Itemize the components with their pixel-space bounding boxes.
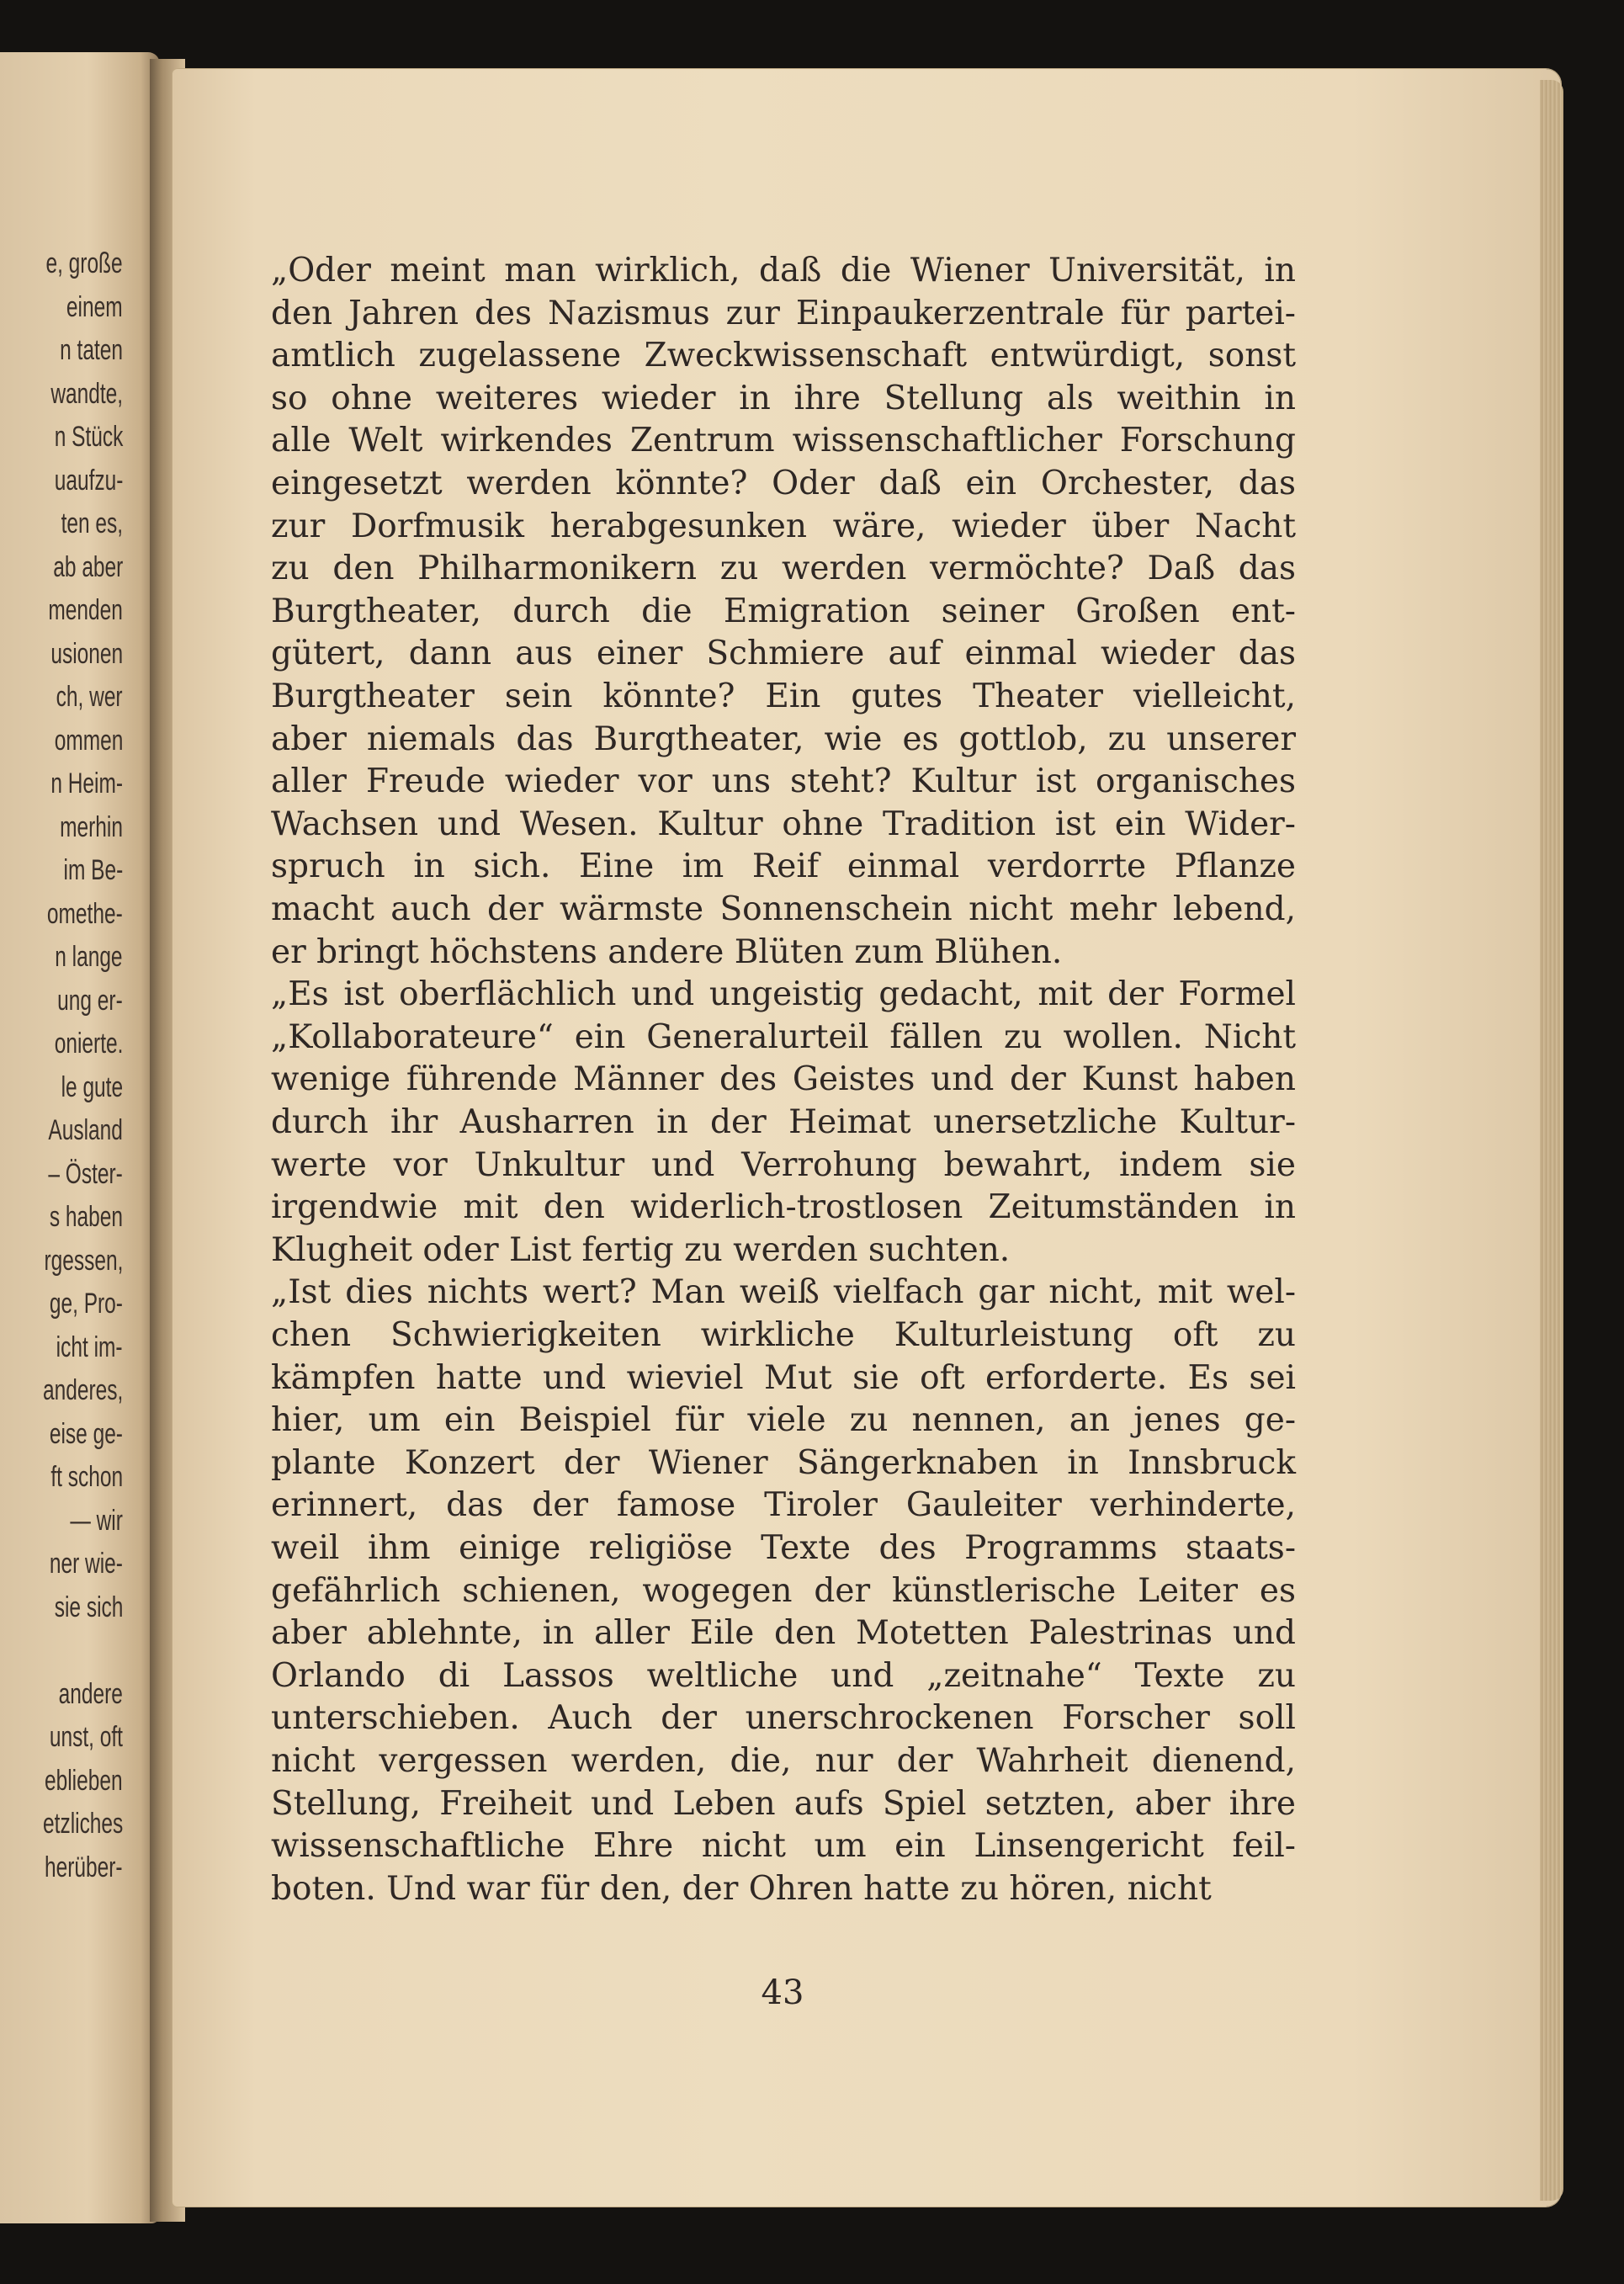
facing-text-fragment: ung er- xyxy=(57,984,123,1017)
facing-text-fragment: andere xyxy=(58,1677,123,1710)
text-line: aber niemals das Burgtheater, wie es gottlob, zu unserer xyxy=(271,720,1296,758)
facing-text-fragment: eblieben xyxy=(45,1764,123,1797)
text-line: Burgtheater, durch die Emigration seiner Großen ent- xyxy=(271,592,1296,630)
text-line: durch ihr Ausharren in der Heimat unersetzliche Kultur- xyxy=(271,1103,1296,1141)
facing-text-fragment: unst, oft xyxy=(49,1721,123,1753)
facing-text-fragment: le gute xyxy=(61,1070,123,1103)
facing-text-fragment: icht im- xyxy=(56,1331,123,1363)
text-line: spruch in sich. Eine im Reif einmal verdorrte Pflanze xyxy=(271,847,1296,886)
text-line: alle Welt wirkendes Zentrum wissenschaftlicher Forschung xyxy=(271,422,1296,460)
text-line: hier, um ein Beispiel für viele zu nennen, an jenes ge- xyxy=(271,1401,1296,1440)
facing-text-fragment: sie sich xyxy=(54,1591,123,1623)
text-line: den Jahren des Nazismus zur Einpaukerzentrale für partei- xyxy=(271,294,1296,332)
facing-text-fragment: ge, Pro- xyxy=(49,1288,123,1320)
text-line: plante Konzert der Wiener Sängerknaben in Innsbruck xyxy=(271,1443,1296,1482)
text-line: irgendwie mit den widerlich-trostlosen Zeitumständen in xyxy=(271,1188,1296,1227)
facing-text-fragment: Ausland xyxy=(48,1114,123,1146)
facing-text-fragment: einem xyxy=(66,290,123,323)
text-line: zur Dorfmusik herabgesunken wäre, wieder über Nacht xyxy=(271,507,1296,545)
facing-text-fragment: rgessen, xyxy=(44,1244,123,1277)
facing-text-fragment: ch, wer xyxy=(56,681,123,713)
text-line: weil ihm einige religiöse Texte des Programms staats- xyxy=(271,1529,1296,1567)
text-line: werte vor Unkultur und Verrohung bewahrt, indem sie xyxy=(271,1145,1296,1184)
facing-text-fragment: – Öster- xyxy=(48,1157,123,1190)
facing-text-fragment: ab aber xyxy=(52,550,123,583)
facing-text-fragment: ner wie- xyxy=(49,1548,123,1580)
text-line: Wachsen und Wesen. Kultur ohne Tradition ist ein Wider- xyxy=(271,805,1296,843)
text-line: unterschieben. Auch der unerschrockenen Forscher soll xyxy=(271,1699,1296,1738)
facing-text-fragment: n Stück xyxy=(54,421,123,453)
facing-text-fragment: wandte, xyxy=(50,377,123,410)
facing-text-fragment: onierte. xyxy=(54,1028,123,1060)
facing-text-fragment: merhin xyxy=(60,810,123,843)
text-line: „Kollaborateure“ ein Generalurteil fällen zu wollen. Nicht xyxy=(271,1017,1296,1056)
text-line: aller Freude wieder vor uns steht? Kultur ist organisches xyxy=(271,762,1296,801)
text-line: boten. Und war für den, der Ohren hatte zu hören, nicht xyxy=(271,1869,1212,1908)
text-line: „Es ist oberflächlich und ungeistig gedacht, mit der Formel xyxy=(271,975,1296,1014)
facing-text-fragment: n Heim- xyxy=(50,768,123,799)
facing-text-fragment: ft schon xyxy=(50,1461,123,1493)
text-line: Burgtheater sein könnte? Ein gutes Theater vielleicht, xyxy=(271,677,1296,715)
text-line: Orlando di Lassos weltliche und „zeitnahe“ Texte zu xyxy=(271,1656,1296,1695)
text-line: eingesetzt werden könnte? Oder daß ein Orchester, das xyxy=(271,465,1296,502)
text-line: macht auch der wärmste Sonnenschein nicht mehr lebend, xyxy=(271,890,1296,928)
text-line: er bringt höchstens andere Blüten zum Blühen. xyxy=(271,932,1063,971)
text-line: kämpfen hatte und wieviel Mut sie oft erforderte. Es sei xyxy=(271,1358,1296,1397)
text-line: Stellung, Freiheit und Leben aufs Spiel setzten, aber ihre xyxy=(271,1784,1296,1823)
text-line: „Oder meint man wirklich, daß die Wiener Universität, in xyxy=(271,252,1296,289)
text-line: gütert, dann aus einer Schmiere auf einmal wieder das xyxy=(271,635,1296,673)
page-number: 43 xyxy=(761,1973,804,2012)
facing-text-fragment: herüber- xyxy=(45,1851,123,1883)
facing-text-fragment: e, große xyxy=(45,247,123,279)
text-line: gefährlich schienen, wogegen der künstlerische Leiter es xyxy=(271,1571,1296,1610)
facing-text-fragment: n taten xyxy=(60,334,123,366)
facing-text-fragment: s haben xyxy=(49,1201,123,1233)
text-line: wenige führende Männer des Geistes und der Kunst haben xyxy=(271,1060,1296,1099)
facing-text-fragment: ten es, xyxy=(61,507,123,539)
text-line: nicht vergessen werden, die, nur der Wahrheit dienend, xyxy=(271,1742,1296,1780)
facing-text-fragment: eise ge- xyxy=(49,1417,123,1450)
facing-text-fragment: anderes, xyxy=(42,1374,123,1406)
facing-text-fragment: usionen xyxy=(50,637,123,670)
text-line: chen Schwierigkeiten wirkliche Kulturleistung oft zu xyxy=(271,1316,1296,1354)
text-line: erinnert, das der famose Tiroler Gauleiter verhinderte, xyxy=(271,1486,1296,1525)
facing-text-fragment: uaufzu- xyxy=(54,464,123,497)
facing-text-fragment: — wir xyxy=(70,1504,123,1537)
text-line: „Ist dies nichts wert? Man weiß vielfach gar nicht, mit wel- xyxy=(271,1273,1296,1312)
text-line: amtlich zugelassene Zweckwissenschaft entwürdigt, sonst xyxy=(271,337,1296,375)
facing-page xyxy=(0,52,160,2223)
text-line: wissenschaftliche Ehre nicht um ein Linsengericht feil- xyxy=(271,1827,1296,1866)
facing-text-fragment: omethe- xyxy=(47,897,123,930)
facing-text-fragment: im Be- xyxy=(63,854,123,886)
page-edge xyxy=(1540,80,1563,2201)
facing-text-fragment: menden xyxy=(48,594,123,626)
facing-text-fragment: ommen xyxy=(54,724,123,757)
facing-text-fragment: n lange xyxy=(55,941,123,973)
text-line: so ohne weiteres wieder in ihre Stellung als weithin in xyxy=(271,379,1296,417)
facing-text-fragment: etzliches xyxy=(42,1808,123,1840)
text-line: zu den Philharmonikern zu werden vermöchte? Daß das xyxy=(271,550,1296,588)
text-line: Klugheit oder List fertig zu werden suchten. xyxy=(271,1230,1011,1269)
text-line: aber ablehnte, in aller Eile den Motetten Palestrinas und xyxy=(271,1614,1296,1653)
